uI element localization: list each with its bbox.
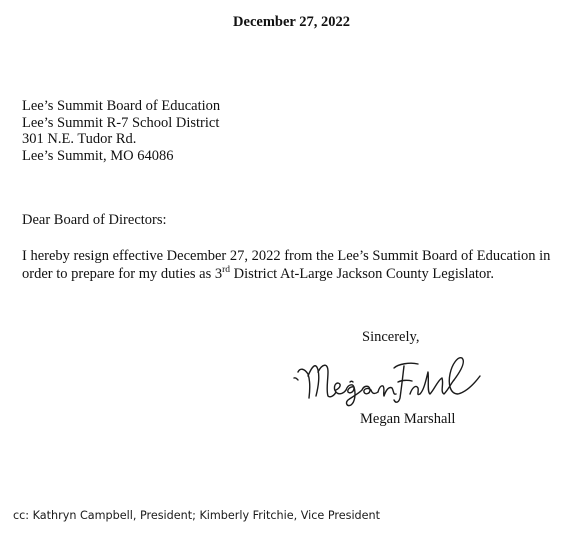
recipient-address xyxy=(22,98,220,164)
address-line: 301 N.E. Tudor Rd. xyxy=(22,131,137,148)
signer-name: Megan Marshall xyxy=(360,411,456,427)
address-line: Lee’s Summit, MO 64086 xyxy=(22,147,174,164)
ordinal-suffix: rd xyxy=(222,265,231,276)
handwritten-signature xyxy=(290,350,490,408)
salutation: Dear Board of Directors: xyxy=(22,212,167,228)
cc-line: cc: Kathryn Campbell, President; Kimberly Fritchie, Vice President xyxy=(13,509,381,522)
resignation-paragraph xyxy=(22,247,570,283)
body-text-end: District At-Large Jackson County Legislator. xyxy=(230,266,494,282)
closing: Sincerely, xyxy=(362,329,420,345)
letter-date: December 27, 2022 xyxy=(233,14,350,30)
address-line: Lee’s Summit R-7 School District xyxy=(22,114,220,131)
body-text-start: I hereby resign effective December 27, 2022 from the Lee’s Summit Board of Education in order to prepare for my duties as 3 xyxy=(22,248,551,282)
address-line: Lee’s Summit Board of Education xyxy=(22,98,221,114)
